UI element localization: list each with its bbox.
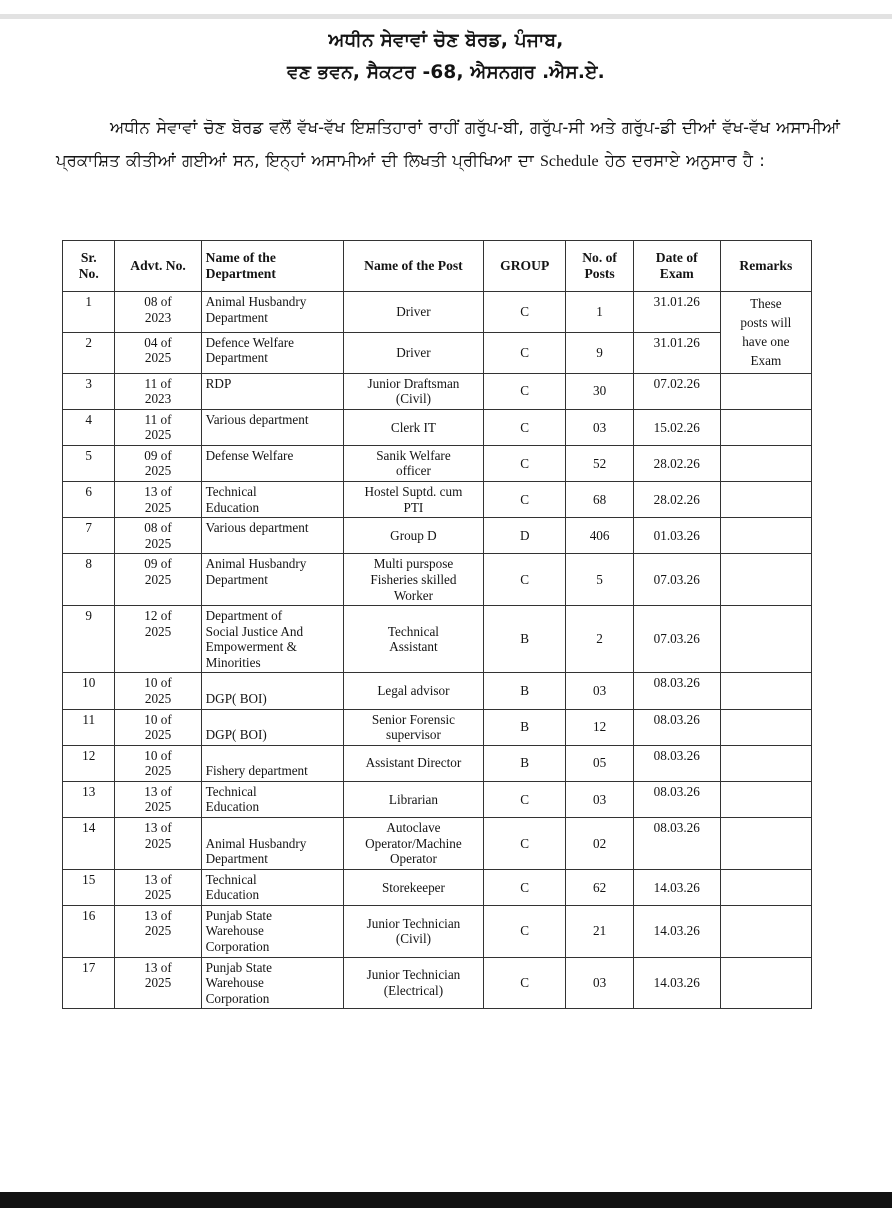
post-name-line: Legal advisor (377, 683, 450, 699)
table-row (63, 673, 812, 709)
cell-post-name (343, 332, 483, 373)
cell-sr-no: 10 (63, 673, 115, 709)
post-name-line: Clerk IT (390, 419, 436, 435)
advt-no-line: 2023 (144, 391, 172, 407)
advt-no-line: 08 of (144, 520, 172, 536)
remarks-line: Exam (750, 353, 782, 369)
cell-exam-date: 15.02.26 (633, 409, 720, 445)
advt-no-line: 2025 (144, 427, 172, 443)
cell-sr-no: 14 (63, 818, 115, 870)
cell-remarks (720, 957, 811, 1009)
advt-no-line: 10 of (144, 711, 172, 727)
cell-remarks (720, 745, 811, 781)
department-line: Minorities (205, 654, 261, 670)
sr-no-line2: No. (78, 266, 99, 281)
cell-department (201, 673, 343, 709)
cell-group: C (484, 957, 566, 1009)
advt-no-line: 11 of (144, 375, 172, 391)
cell-department (201, 905, 343, 957)
cell-group: B (484, 709, 566, 745)
post-name-line: Librarian (388, 791, 438, 807)
cell-group: B (484, 673, 566, 709)
posts-header-line2: Posts (584, 266, 615, 281)
cell-advt-no (115, 606, 201, 673)
post-name-line: Hostel Suptd. cum (364, 484, 463, 500)
advt-no-line: 04 of (144, 334, 172, 350)
post-name-line: Worker (393, 587, 434, 603)
advt-no-line: 08 of (144, 294, 172, 309)
cell-department (201, 957, 343, 1009)
post-name-line: Assistant (389, 639, 438, 655)
cell-sr-no: 8 (63, 554, 115, 606)
advt-no-line: 2025 (144, 763, 172, 779)
cell-post-name (343, 673, 483, 709)
cell-advt-no (115, 957, 201, 1009)
cell-no-of-posts: 5 (566, 554, 633, 606)
cell-post-name (343, 518, 483, 554)
department-line: Department (205, 350, 268, 366)
cell-remarks (720, 781, 811, 817)
table-row (63, 373, 812, 409)
cell-advt-no (115, 332, 201, 373)
department-line: RDP (205, 375, 232, 391)
cell-remarks (720, 905, 811, 957)
cell-post-name (343, 554, 483, 606)
cell-department (201, 409, 343, 445)
advt-no-line: 2025 (144, 887, 172, 903)
department-line: Punjab State (205, 907, 272, 923)
cell-post-name (343, 781, 483, 817)
cell-remarks (720, 482, 811, 518)
column-header-no-of-posts (566, 241, 633, 292)
cell-remarks-merged (720, 292, 811, 374)
cell-exam-date: 14.03.26 (633, 957, 720, 1009)
advt-no-line: 13 of (144, 871, 172, 887)
post-name-line: Assistant Director (365, 755, 462, 771)
cell-group: C (484, 445, 566, 481)
cell-sr-no: 1 (63, 292, 115, 333)
cell-post-name (343, 818, 483, 870)
cell-group: B (484, 745, 566, 781)
cell-post-name (343, 409, 483, 445)
cell-no-of-posts: 52 (566, 445, 633, 481)
advt-no-line: 13 of (144, 959, 172, 975)
document-heading-line-1: ਅਧੀਨ ਸੇਵਾਵਾਂ ਚੋਣ ਬੋਰਡ, ਪੰਜਾਬ, (328, 30, 564, 51)
advt-no-line: 13 of (144, 783, 172, 799)
table-row (63, 745, 812, 781)
cell-no-of-posts: 9 (566, 332, 633, 373)
exam-schedule-table (62, 240, 812, 1009)
advt-no-line: 2025 (144, 799, 172, 815)
cell-post-name (343, 445, 483, 481)
cell-advt-no (115, 869, 201, 905)
post-name-line: Junior Technician (366, 967, 461, 983)
document-heading-line-2: ਵਣ ਭਵਨ, ਸੈਕਟਰ -68, ਐਸਨਗਰ .ਐਸ.ਏ. (287, 62, 605, 83)
advt-no-line: 11 of (144, 411, 172, 427)
cell-exam-date: 08.03.26 (633, 818, 720, 870)
intro-paragraph (56, 111, 840, 178)
cell-advt-no (115, 518, 201, 554)
department-line: Corporation (205, 990, 270, 1006)
advt-no-line: 12 of (144, 608, 172, 624)
cell-advt-no (115, 373, 201, 409)
intro-schedule-word: Schedule (539, 153, 599, 170)
post-name-line: Junior Technician (366, 915, 461, 931)
remarks-line: posts will (740, 315, 792, 331)
column-header-post: Name of the Post (343, 241, 483, 292)
cell-group: C (484, 292, 566, 333)
cell-no-of-posts: 12 (566, 709, 633, 745)
department-line: Department (205, 309, 268, 325)
cell-sr-no: 9 (63, 606, 115, 673)
post-name-line: Driver (396, 304, 431, 320)
cell-no-of-posts: 30 (566, 373, 633, 409)
department-line: Warehouse (205, 923, 264, 939)
department-line: Empowerment & (205, 639, 297, 655)
department-line: Animal Husbandry (205, 835, 307, 851)
table-header-row (63, 241, 812, 292)
cell-no-of-posts: 1 (566, 292, 633, 333)
column-header-group: GROUP (484, 241, 566, 292)
cell-exam-date: 14.03.26 (633, 905, 720, 957)
table-row (63, 957, 812, 1009)
post-name-line: Junior Draftsman (367, 375, 460, 391)
scan-bottom-edge-band (0, 1192, 892, 1208)
table-body (63, 292, 812, 1009)
table-row (63, 482, 812, 518)
advt-no-line: 2025 (144, 923, 172, 939)
cell-advt-no (115, 445, 201, 481)
cell-no-of-posts: 03 (566, 957, 633, 1009)
department-line: Punjab State (205, 959, 272, 975)
department-line: DGP( BOI) (205, 690, 267, 706)
post-name-line: PTI (403, 499, 424, 515)
table-row (63, 292, 812, 333)
table-row (63, 409, 812, 445)
cell-exam-date: 07.03.26 (633, 606, 720, 673)
advt-no-line: 2025 (144, 571, 172, 587)
cell-sr-no: 3 (63, 373, 115, 409)
cell-no-of-posts: 05 (566, 745, 633, 781)
post-name-line: Technical (387, 623, 439, 639)
post-name-line: officer (395, 463, 431, 479)
advt-no-line: 2025 (144, 727, 172, 743)
advt-no-line: 2025 (144, 535, 172, 551)
cell-group: C (484, 781, 566, 817)
advt-no-line: 2025 (144, 690, 172, 706)
cell-group: C (484, 905, 566, 957)
post-name-line: (Electrical) (383, 983, 444, 998)
table-row (63, 818, 812, 870)
cell-department (201, 482, 343, 518)
department-line: Various department (205, 520, 309, 536)
cell-exam-date: 28.02.26 (633, 482, 720, 518)
post-name-line: (Civil) (395, 391, 432, 407)
column-header-date-of-exam (633, 241, 720, 292)
cell-remarks (720, 373, 811, 409)
cell-sr-no: 2 (63, 332, 115, 373)
cell-exam-date: 07.02.26 (633, 373, 720, 409)
column-header-department (201, 241, 343, 292)
cell-group: C (484, 818, 566, 870)
cell-advt-no (115, 482, 201, 518)
cell-post-name (343, 709, 483, 745)
cell-department (201, 332, 343, 373)
cell-advt-no (115, 745, 201, 781)
cell-advt-no (115, 905, 201, 957)
intro-text-part-2: ਹੇਠ ਦਰਸਾਏ ਅਨੁਸਾਰ ਹੈ : (598, 151, 765, 170)
advt-no-line: 2025 (144, 499, 172, 515)
department-line: Defence Welfare (205, 334, 295, 350)
department-line: Corporation (205, 939, 270, 955)
cell-sr-no: 5 (63, 445, 115, 481)
cell-sr-no: 4 (63, 409, 115, 445)
date-header-line1: Date of (655, 249, 698, 265)
sr-no-line1: Sr. (80, 249, 97, 265)
advt-no-line: 2025 (144, 350, 172, 366)
column-header-sr-no (63, 241, 115, 292)
remarks-line: These (750, 296, 782, 311)
cell-post-name (343, 292, 483, 333)
cell-group: C (484, 373, 566, 409)
cell-department (201, 745, 343, 781)
cell-sr-no: 12 (63, 745, 115, 781)
cell-sr-no: 6 (63, 482, 115, 518)
post-name-line: Autoclave (386, 820, 441, 836)
post-name-line: Storekeeper (381, 879, 445, 895)
cell-department (201, 554, 343, 606)
cell-department (201, 606, 343, 673)
advt-no-line: 13 of (144, 907, 172, 923)
cell-advt-no (115, 673, 201, 709)
department-line: Technical (205, 783, 257, 799)
cell-advt-no (115, 781, 201, 817)
advt-no-line: 10 of (144, 747, 172, 763)
cell-post-name (343, 373, 483, 409)
post-name-line: Driver (396, 344, 431, 360)
cell-group: B (484, 606, 566, 673)
cell-sr-no: 7 (63, 518, 115, 554)
advt-no-line: 2025 (144, 975, 172, 991)
cell-group: C (484, 332, 566, 373)
cell-no-of-posts: 2 (566, 606, 633, 673)
department-line: Fishery department (205, 763, 308, 779)
cell-group: D (484, 518, 566, 554)
cell-post-name (343, 745, 483, 781)
post-name-line: Fisheries skilled (370, 571, 457, 587)
cell-advt-no (115, 554, 201, 606)
cell-no-of-posts: 62 (566, 869, 633, 905)
cell-sr-no: 16 (63, 905, 115, 957)
department-line: Department of (205, 608, 283, 624)
table-row (63, 606, 812, 673)
table-row (63, 781, 812, 817)
department-line: Department (205, 851, 268, 867)
cell-exam-date: 08.03.26 (633, 781, 720, 817)
cell-post-name (343, 905, 483, 957)
cell-remarks (720, 606, 811, 673)
cell-department (201, 518, 343, 554)
cell-sr-no: 13 (63, 781, 115, 817)
cell-post-name (343, 482, 483, 518)
post-name-line: (Civil) (395, 931, 432, 947)
cell-exam-date: 14.03.26 (633, 869, 720, 905)
cell-sr-no: 11 (63, 709, 115, 745)
cell-remarks (720, 818, 811, 870)
cell-sr-no: 15 (63, 869, 115, 905)
column-header-remarks: Remarks (720, 241, 811, 292)
cell-advt-no (115, 818, 201, 870)
department-line: Defense Welfare (205, 447, 294, 463)
cell-exam-date: 31.01.26 (633, 332, 720, 373)
remarks-line: have one (742, 334, 790, 350)
cell-remarks (720, 673, 811, 709)
cell-no-of-posts: 68 (566, 482, 633, 518)
department-line: Social Justice And (205, 623, 304, 639)
cell-group: C (484, 554, 566, 606)
cell-post-name (343, 869, 483, 905)
cell-group: C (484, 482, 566, 518)
post-name-line: Senior Forensic (371, 711, 456, 727)
department-line: Animal Husbandry (205, 556, 307, 572)
advt-no-line: 09 of (144, 556, 172, 572)
department-header-line1: Name of the (205, 249, 276, 265)
post-name-line: Group D (390, 527, 437, 543)
cell-no-of-posts: 21 (566, 905, 633, 957)
cell-no-of-posts: 02 (566, 818, 633, 870)
cell-no-of-posts: 406 (566, 518, 633, 554)
table-row (63, 869, 812, 905)
cell-department (201, 818, 343, 870)
table-row (63, 554, 812, 606)
advt-no-line: 09 of (144, 447, 172, 463)
posts-header-line1: No. of (582, 249, 617, 265)
department-line: Education (205, 887, 260, 903)
department-line: Education (205, 499, 260, 515)
cell-group: C (484, 409, 566, 445)
cell-remarks (720, 869, 811, 905)
cell-remarks (720, 554, 811, 606)
department-line: Technical (205, 871, 257, 887)
table-row (63, 709, 812, 745)
table-row (63, 332, 812, 373)
department-line: Education (205, 799, 260, 815)
advt-no-line: 13 of (144, 820, 172, 836)
cell-exam-date: 28.02.26 (633, 445, 720, 481)
advt-no-line: 2023 (144, 309, 172, 325)
cell-remarks (720, 709, 811, 745)
cell-exam-date: 01.03.26 (633, 518, 720, 554)
department-line: Department (205, 571, 268, 587)
cell-remarks (720, 445, 811, 481)
cell-department (201, 709, 343, 745)
cell-advt-no (115, 409, 201, 445)
column-header-advt-no: Advt. No. (115, 241, 201, 292)
post-name-line: Operator (390, 851, 437, 867)
cell-no-of-posts: 03 (566, 673, 633, 709)
department-line: Technical (205, 484, 257, 500)
post-name-line: Operator/Machine (365, 835, 462, 851)
department-line: Various department (205, 411, 309, 427)
cell-no-of-posts: 03 (566, 409, 633, 445)
cell-exam-date: 07.03.26 (633, 554, 720, 606)
department-line: Animal Husbandry (205, 294, 307, 309)
cell-advt-no (115, 709, 201, 745)
post-name-line: supervisor (385, 727, 441, 743)
cell-department (201, 869, 343, 905)
table-row (63, 518, 812, 554)
table-row (63, 445, 812, 481)
cell-remarks (720, 409, 811, 445)
advt-no-line: 13 of (144, 484, 172, 500)
cell-post-name (343, 606, 483, 673)
advt-no-line: 2025 (144, 835, 172, 851)
post-name-line: Multi purspose (373, 556, 454, 572)
scan-top-edge-band (0, 14, 892, 19)
cell-department (201, 781, 343, 817)
date-header-line2: Exam (659, 266, 694, 281)
cell-remarks (720, 518, 811, 554)
department-header-line2: Department (205, 266, 276, 281)
post-name-line: Sanik Welfare (376, 447, 451, 463)
cell-group: C (484, 869, 566, 905)
table-row (63, 905, 812, 957)
cell-exam-date: 08.03.26 (633, 745, 720, 781)
cell-department (201, 292, 343, 333)
department-line: DGP( BOI) (205, 727, 267, 743)
advt-no-line: 2025 (144, 463, 172, 479)
cell-advt-no (115, 292, 201, 333)
cell-no-of-posts: 03 (566, 781, 633, 817)
cell-post-name (343, 957, 483, 1009)
advt-no-line: 2025 (144, 623, 172, 639)
cell-exam-date: 08.03.26 (633, 709, 720, 745)
intro-text-part-1: ਅਧੀਨ ਸੇਵਾਵਾਂ ਚੋਣ ਬੋਰਡ ਵਲੋਂ ਵੱਖ-ਵੱਖ ਇਸ਼ਤਿਹਾਰਾਂ ਰਾਹੀਂ ਗਰੁੱਪ-ਬੀ, ਗਰੁੱਪ-ਸੀ ਅਤੇ ਗਰੁੱਪ-ਡੀ ਦੀਆਂ ਵੱਖ-ਵੱਖ ਅਸਾਮੀਆਂ ਪ੍ਰਕਾਸ਼ਿਤ ਕੀਤੀਆਂ ਗਈਆਂ ਸਨ, ਇਨ੍ਹਾਂ ਅਸਾਮੀਆਂ ਦੀ ਲਿਖਤੀ ਪ੍ਰੀਖਿਆ ਦਾ (56, 118, 840, 170)
cell-department (201, 373, 343, 409)
cell-department (201, 445, 343, 481)
department-line: Warehouse (205, 975, 264, 991)
table-header (63, 241, 812, 292)
advt-no-line: 10 of (144, 675, 172, 691)
cell-exam-date: 31.01.26 (633, 292, 720, 333)
cell-sr-no: 17 (63, 957, 115, 1009)
cell-exam-date: 08.03.26 (633, 673, 720, 709)
